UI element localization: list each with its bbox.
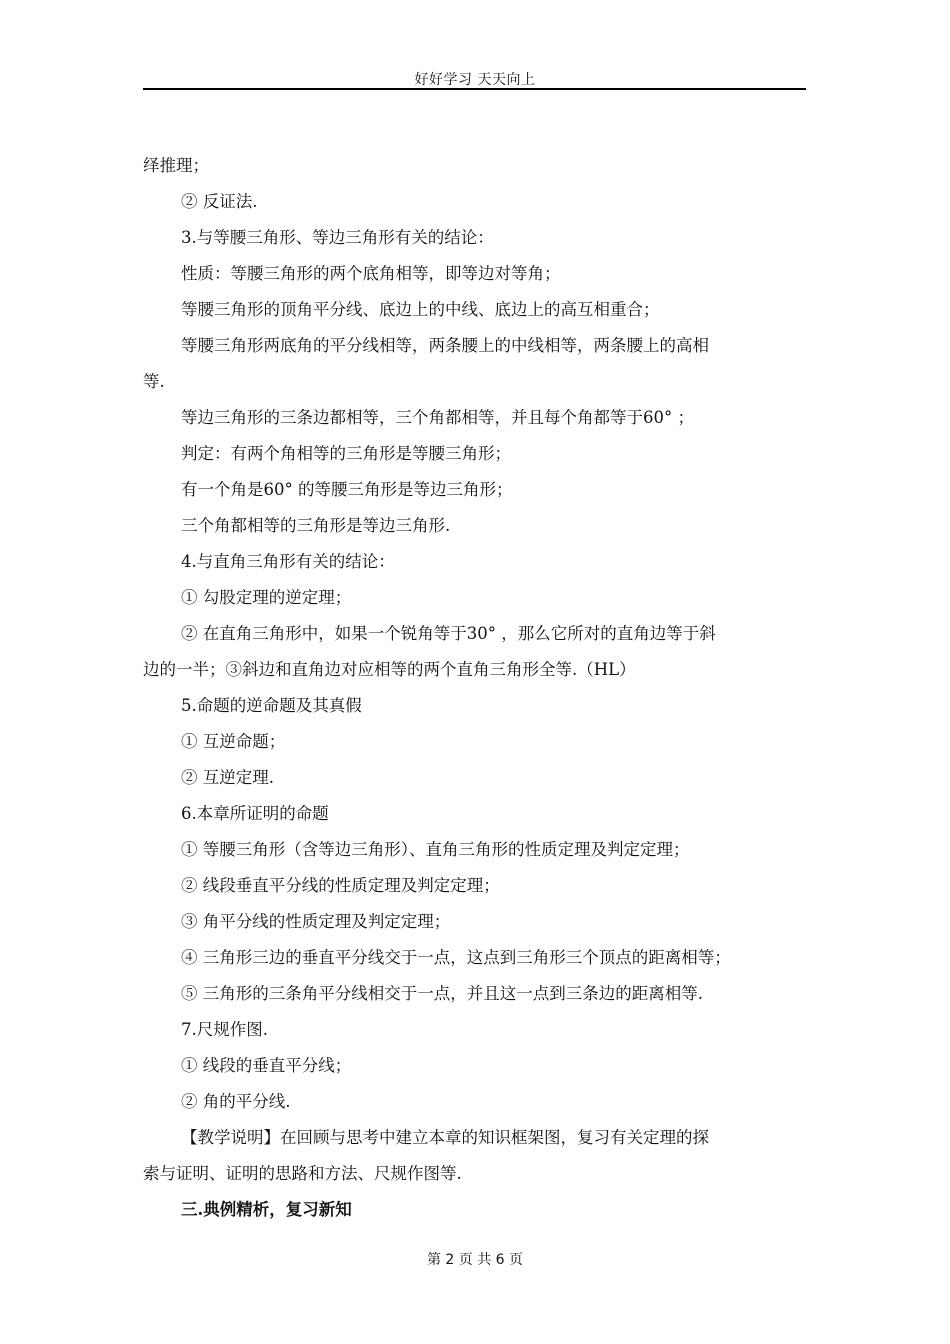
text-line: 【教学说明】在回顾与思考中建立本章的知识框架图，复习有关定理的探 xyxy=(181,1128,709,1147)
text-line: ① 互逆命题； xyxy=(181,732,286,751)
text-line: 5.命题的逆命题及其真假 xyxy=(181,696,362,715)
text-line: ② 反证法. xyxy=(181,192,258,211)
text-line: 有一个角是60° 的等腰三角形是等边三角形； xyxy=(181,480,513,499)
text-line: ② 互逆定理. xyxy=(181,768,274,787)
text-line: 三个角都相等的三角形是等边三角形. xyxy=(181,516,451,535)
page-footer: 第 2 页 共 6 页 xyxy=(426,1252,524,1268)
text-line: ③ 角平分线的性质定理及判定定理； xyxy=(181,912,451,931)
section-heading: 三.典例精析，复习新知 xyxy=(181,1200,352,1219)
header-rule xyxy=(143,88,806,90)
page-header: 好好学习 天天向上 xyxy=(414,72,536,88)
text-line: ⑤ 三角形的三条角平分线相交于一点，并且这一点到三条边的距离相等. xyxy=(181,984,703,1003)
text-line: 绎推理； xyxy=(143,156,209,175)
text-line: ② 角的平分线. xyxy=(181,1092,291,1111)
text-line: 等腰三角形两底角的平分线相等，两条腰上的中线相等，两条腰上的高相 xyxy=(181,336,709,355)
text-line: 索与证明、证明的思路和方法、尺规作图等. xyxy=(143,1164,462,1183)
text-line: 等. xyxy=(143,372,165,391)
text-line: 等边三角形的三条边都相等，三个角都相等，并且每个角都等于60° ； xyxy=(181,408,694,427)
body-text xyxy=(143,148,807,1228)
text-line: ② 线段垂直平分线的性质定理及判定定理； xyxy=(181,876,500,895)
text-line: 3.与等腰三角形、等边三角形有关的结论： xyxy=(181,228,494,247)
text-line: ① 线段的垂直平分线； xyxy=(181,1056,352,1075)
text-line: ② 在直角三角形中，如果一个锐角等于30° ，那么它所对的直角边等于斜 xyxy=(181,624,716,643)
text-line: ④ 三角形三边的垂直平分线交于一点，这点到三角形三个顶点的距离相等； xyxy=(181,948,731,967)
text-line: 4.与直角三角形有关的结论： xyxy=(181,552,395,571)
text-line: 性质：等腰三角形的两个底角相等，即等边对等角； xyxy=(181,264,561,283)
text-line: ① 等腰三角形（含等边三角形）、直角三角形的性质定理及判定定理； xyxy=(181,840,690,859)
text-line: 边的一半；③斜边和直角边对应相等的两个直角三角形全等.（HL） xyxy=(143,660,636,679)
text-line: 等腰三角形的顶角平分线、底边上的中线、底边上的高互相重合； xyxy=(181,300,660,319)
text-line: 7.尺规作图. xyxy=(181,1020,268,1039)
text-line: 判定：有两个角相等的三角形是等腰三角形； xyxy=(181,444,511,463)
text-line: 6.本章所证明的命题 xyxy=(181,804,329,823)
text-line: ① 勾股定理的逆定理； xyxy=(181,588,352,607)
